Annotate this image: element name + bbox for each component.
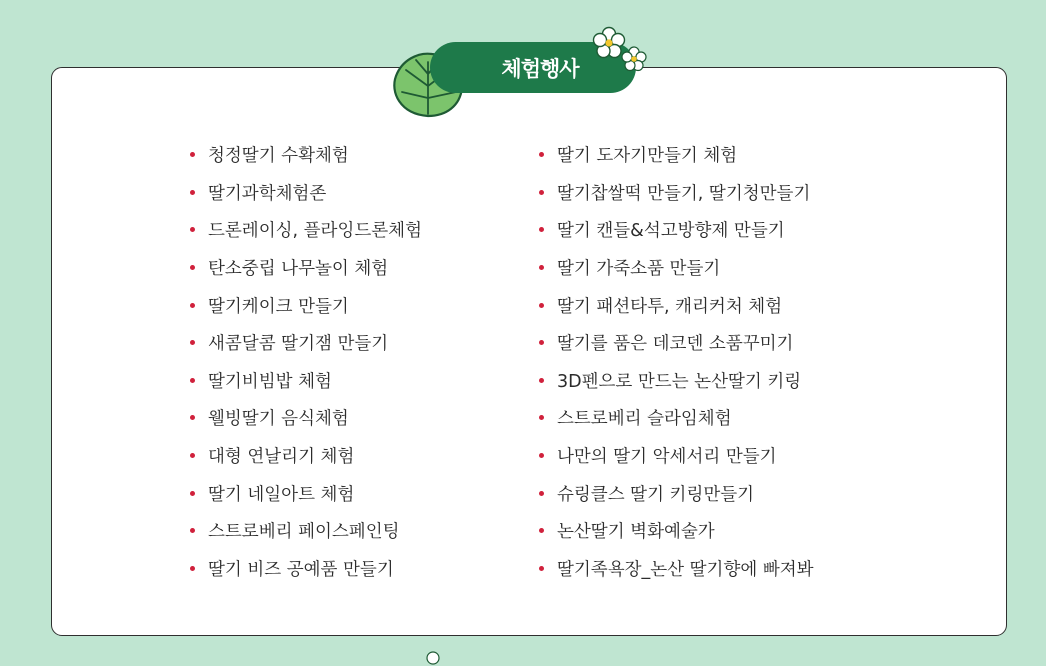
list-item: 딸기 가죽소품 만들기 (539, 249, 814, 287)
list-item: 슈링클스 딸기 키링만들기 (539, 474, 814, 512)
list-item: 웰빙딸기 음식체험 (190, 399, 422, 437)
bullet-icon (539, 566, 544, 571)
list-item: 스트로베리 슬라임체험 (539, 399, 814, 437)
bullet-icon (539, 415, 544, 420)
bullet-icon (539, 227, 544, 232)
bullet-icon (539, 190, 544, 195)
bullet-icon (190, 152, 195, 157)
list-item: 대형 연날리기 체험 (190, 437, 422, 475)
bullet-icon (539, 453, 544, 458)
bullet-icon (190, 227, 195, 232)
bullet-icon (539, 303, 544, 308)
event-list-right (539, 136, 814, 587)
event-list-left (190, 136, 422, 587)
list-item: 3D펜으로 만드는 논산딸기 키링 (539, 362, 814, 400)
list-item: 딸기족욕장_논산 딸기향에 빠져봐 (539, 550, 814, 588)
flower-icon (621, 46, 647, 72)
bullet-icon (190, 415, 195, 420)
list-item: 논산딸기 벽화예술가 (539, 512, 814, 550)
list-item: 딸기비빔밥 체험 (190, 362, 422, 400)
list-item: 딸기를 품은 데코덴 소품꾸미기 (539, 324, 814, 362)
bullet-icon (190, 190, 195, 195)
list-item: 새콤달콤 딸기잼 만들기 (190, 324, 422, 362)
bullet-icon (539, 265, 544, 270)
list-item: 딸기과학체험존 (190, 174, 422, 212)
list-item: 딸기 도자기만들기 체험 (539, 136, 814, 174)
bullet-icon (190, 265, 195, 270)
list-item: 딸기 네일아트 체험 (190, 474, 422, 512)
list-item: 나만의 딸기 악세서리 만들기 (539, 437, 814, 475)
list-item: 딸기 캔들&석고방향제 만들기 (539, 211, 814, 249)
bullet-icon (190, 528, 195, 533)
bullet-icon (190, 340, 195, 345)
bullet-icon (539, 491, 544, 496)
bullet-icon (190, 566, 195, 571)
bullet-icon (539, 152, 544, 157)
list-item: 탄소중립 나무놀이 체험 (190, 249, 422, 287)
section-title: 체험행사 (430, 42, 636, 93)
list-item: 딸기 패션타투, 캐리커처 체험 (539, 286, 814, 324)
list-item: 딸기케이크 만들기 (190, 286, 422, 324)
bullet-icon (190, 303, 195, 308)
bullet-icon (539, 378, 544, 383)
bullet-icon (539, 340, 544, 345)
list-item: 딸기 비즈 공예품 만들기 (190, 550, 422, 588)
list-item: 청정딸기 수확체험 (190, 136, 422, 174)
list-item: 스트로베리 페이스페인팅 (190, 512, 422, 550)
bullet-icon (190, 453, 195, 458)
bullet-icon (539, 528, 544, 533)
list-item: 드론레이싱, 플라잉드론체험 (190, 211, 422, 249)
bullet-icon (190, 491, 195, 496)
bullet-icon (190, 378, 195, 383)
flower-icon (425, 650, 441, 666)
list-item: 딸기찹쌀떡 만들기, 딸기청만들기 (539, 174, 814, 212)
